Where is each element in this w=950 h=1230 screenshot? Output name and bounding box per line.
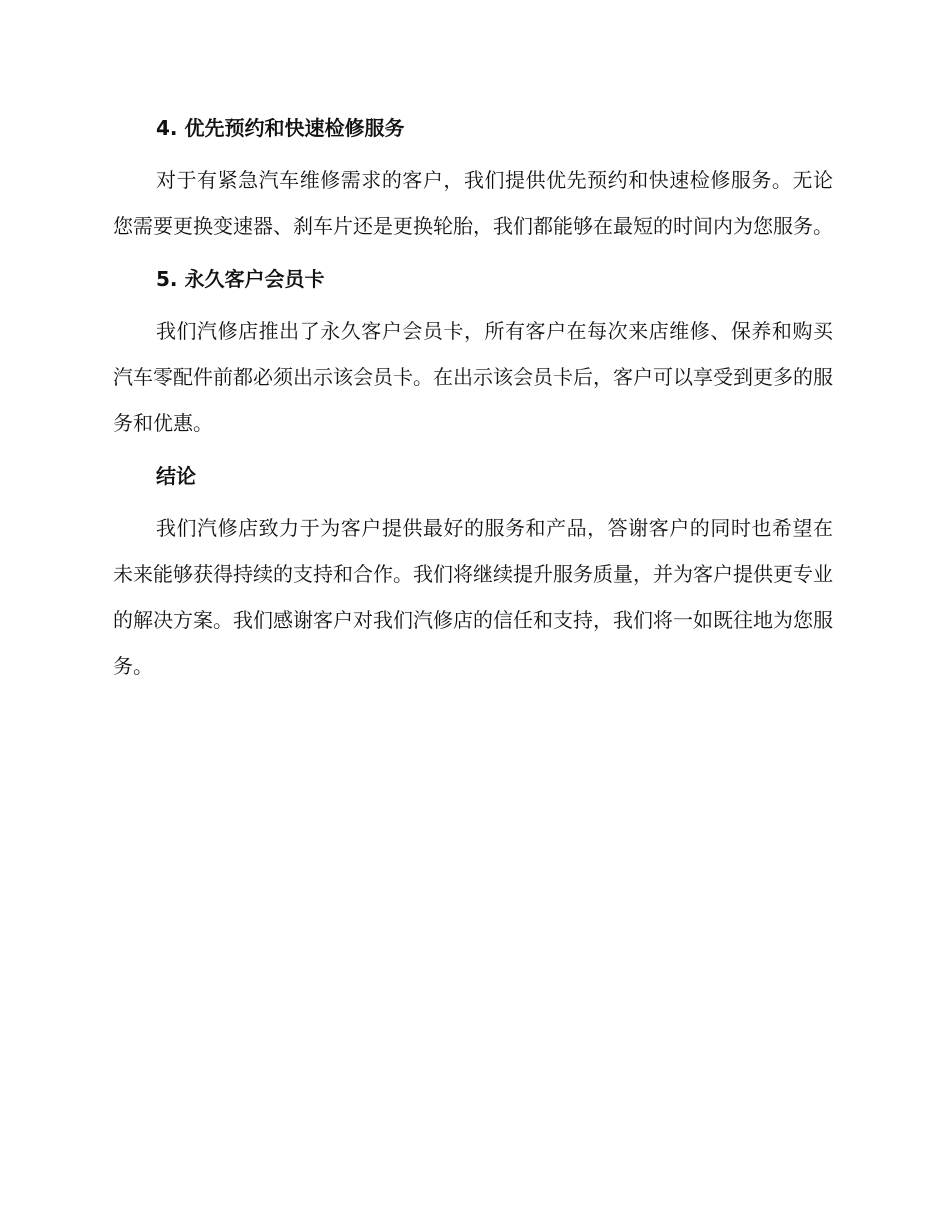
document-body: [113, 112, 833, 703]
section-heading: 5. 永久客户会员卡: [156, 267, 325, 291]
section-conclusion: [113, 460, 833, 689]
section-paragraph: 对于有紧急汽车维修需求的客户，我们提供优先预约和快速检修服务。无论您需要更换变速器、刹车片还是更换轮胎，我们都能够在最短的时间内为您服务。: [113, 168, 833, 238]
section-heading: 结论: [156, 464, 196, 488]
section-heading: 4. 优先预约和快速检修服务: [156, 116, 405, 140]
section-paragraph: 我们汽修店推出了永久客户会员卡，所有客户在每次来店维修、保养和购买汽车零配件前都必须出示该会员卡。在出示该会员卡后，客户可以享受到更多的服务和优惠。: [113, 319, 833, 435]
section-paragraph: 我们汽修店致力于为客户提供最好的服务和产品，答谢客户的同时也希望在未来能够获得持续的支持和合作。我们将继续提升服务质量，并为客户提供更专业的解决方案。我们感谢客户对我们汽修店的信任和支持，我们将一如既往地为您服务。: [113, 516, 833, 678]
section-membership-card: [113, 263, 833, 446]
section-priority-service: [113, 112, 833, 249]
